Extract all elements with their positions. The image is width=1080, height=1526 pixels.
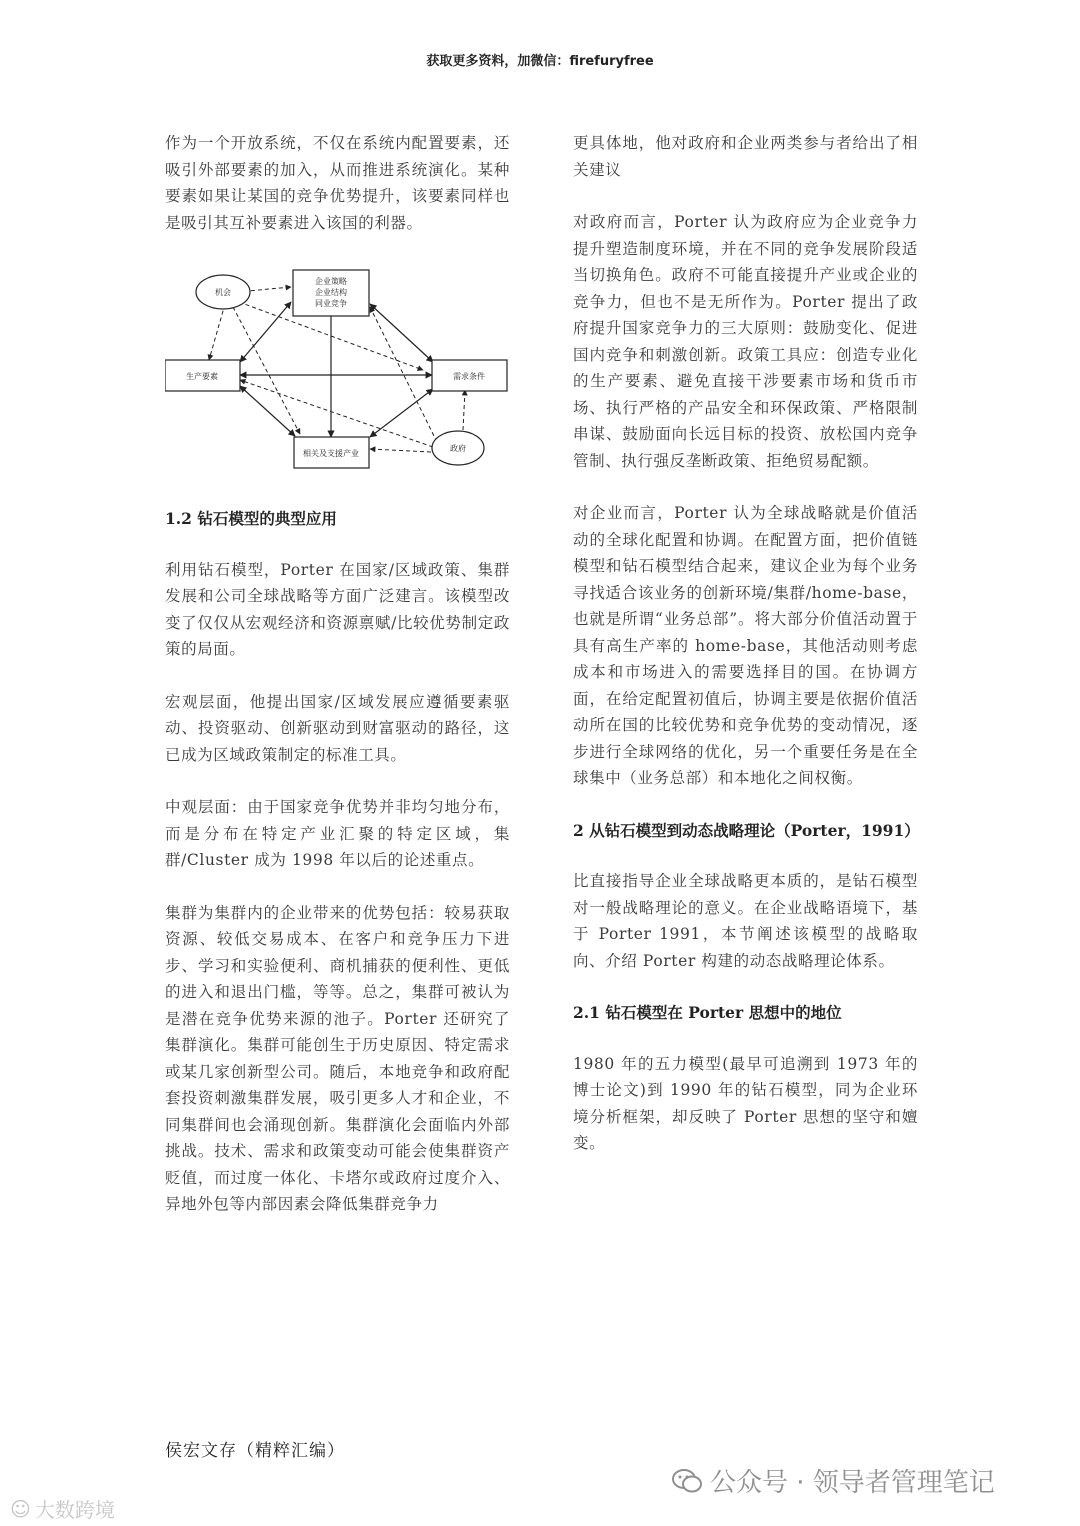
wechat-icon xyxy=(672,1468,702,1494)
section-heading-1-2: 1.2 钻石模型的典型应用 xyxy=(165,509,337,528)
strategy-label-2: 企业结构 xyxy=(315,288,347,297)
paragraph-intro-right: 更具体地，他对政府和企业两类参与者给出了相关建议 xyxy=(573,134,918,179)
government-label: 政府 xyxy=(450,444,466,453)
paragraph-cluster-advantages: 集群为集群内的企业带来的优势包括：较易获取资源、较低交易成本、在客户和竞争压力下进步、学习和实验便利、商机捕获的便利性、更低的进入和退出门槛，等等。总之，集群可被认为是潜在竞争优势来源的池子。Porter 还研究了集群演化。集群可能创生于历史原因、特定需求或某几家创新型公司。随后，本地竞争和政府配套投资刺激集群发展，吸引更多人才和企业，不同集群间也会涌现创新。集群演化会面临内外部挑战。技术、需求和政策变动可能会使集群资产贬值，而过度一体化、卡塔尔或政府过度介入、异地外包等内部因素会降低集群竞争力 xyxy=(165,903,510,1213)
paragraph-macro-level: 宏观层面，他提出国家/区域发展应遵循要素驱动、投资驱动、创新驱动到财富驱动的路径，这已成为区域政策制定的标准工具。 xyxy=(165,692,510,764)
wechat-watermark xyxy=(672,1462,995,1499)
brand-watermark xyxy=(10,1494,115,1523)
diamond-model-diagram xyxy=(165,262,510,482)
related-industries-label: 相关及支援产业 xyxy=(303,449,359,458)
paragraph-five-forces: 1980 年的五力模型(最早可追溯到 1973 年的博士论文)到 1990 年的钻石模型，同为企业环境分析框架，却反映了 Porter 思想的坚守和嬗变。 xyxy=(573,1054,918,1152)
section-heading-2: 2 从钻石模型到动态战略理论（Porter，1991） xyxy=(573,820,920,840)
paragraph-dynamic-strategy: 比直接指导企业全球战略更本质的，是钻石模型对一般战略理论的意义。在企业战略语境下，基于 Porter 1991，本节阐述该模型的战略取向、介绍 Porter 构建的动态战略理论体系。 xyxy=(573,872,918,970)
paragraph-government: 对政府而言，Porter 认为政府应为企业竞争力提升塑造制度环境，并在不同的竞争发展阶段适当切换角色。政府不可能直接提升产业或企业的竞争力，但也不是无所作为。Porter 提出了政府提升国家竞争力的三大原则：鼓励变化、促进国内竞争和刺激创新。政策工具应：创造专业化的生产要素、避免直接干涉要素市场和货币市场、执行严格的产品安全和环保政策、严格限制串谋、鼓励面向长远目标的投资、放松国内竞争管制、执行强反垄断政策、拒绝贸易配额。 xyxy=(573,213,918,470)
footer-title: 侯宏文存（精粹汇编） xyxy=(165,1441,345,1461)
left-column xyxy=(165,130,510,1244)
right-column xyxy=(573,130,918,1183)
factors-label: 生产要素 xyxy=(186,372,218,381)
brand-logo-icon: ☺ xyxy=(10,1496,31,1521)
section-heading-2-1: 2.1 钻石模型在 Porter 思想中的地位 xyxy=(573,1003,842,1022)
paragraph-intro-left: 作为一个开放系统，不仅在系统内配置要素，还吸引外部要素的加入，从而推进系统演化。某种要素如果让某国的竞争优势提升，该要素同样也是吸引其互补要素进入该国的利器。 xyxy=(165,134,510,232)
paragraph-meso-level: 中观层面：由于国家竞争优势并非均匀地分布，而是分布在特定产业汇聚的特定区域，集群/Cluster 成为 1998 年以后的论述重点。 xyxy=(165,798,510,869)
opportunity-label: 机会 xyxy=(215,288,231,297)
paragraph-firms: 对企业而言，Porter 认为全球战略就是价值活动的全球化配置和协调。在配置方面，把价值链模型和钻石模型结合起来，建议企业为每个业务寻找适合该业务的创新环境/集群/home-base，也就是所谓“业务总部”。将大部分价值活动置于具有高生产率的 home-base，其他活动则考虑成本和市场进入的需要选择目的国。在协调方面，在给定配置初值后，协调主要是依据价值活动所在国的比较优势和竞争优势的变动情况，逐步进行全球网络的优化，另一个重要任务是在全球集中（业务总部）和本地化之间权衡。 xyxy=(573,504,918,787)
strategy-label-3: 同业竞争 xyxy=(315,299,347,308)
page-header: 获取更多资料，加微信：firefuryfree xyxy=(426,54,654,69)
demand-label: 需求条件 xyxy=(453,372,485,381)
paragraph-applications: 利用钻石模型，Porter 在国家/区域政策、集群发展和公司全球战略等方面广泛建言。该模型改变了仅仅从宏观经济和资源禀赋/比较优势制定政策的局面。 xyxy=(165,560,510,658)
brand-label: 大数跨境 xyxy=(34,1498,115,1522)
wechat-label: 公众号 · 领导者管理笔记 xyxy=(710,1468,995,1498)
strategy-label-1: 企业策略 xyxy=(315,277,347,286)
